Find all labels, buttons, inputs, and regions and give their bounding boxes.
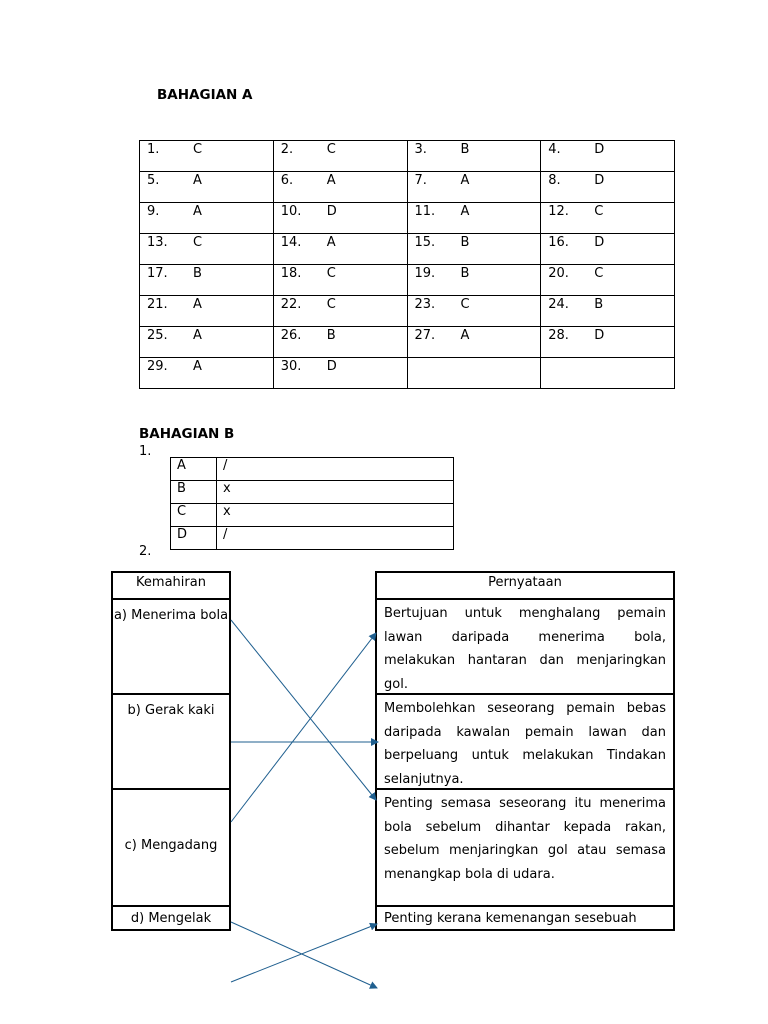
answer-letter: D [594, 328, 605, 343]
answer-cell [541, 265, 675, 296]
skill-d: d) Mengelak [130, 911, 212, 926]
answer-cell [407, 172, 541, 203]
skill-c: c) Mengadang [113, 790, 229, 907]
answer-letter: A [193, 328, 202, 343]
answer-cell [407, 203, 541, 234]
answer-letter: A [193, 173, 202, 188]
answer-letter: B [460, 235, 470, 250]
answer-letter: A [460, 328, 470, 343]
answer-key-table [139, 140, 675, 389]
question-number: 28. [548, 328, 569, 343]
question-number: 1. [147, 142, 160, 157]
answer-letter: A [326, 173, 336, 188]
answer-cell [273, 358, 407, 389]
answer-letter: A [193, 359, 202, 374]
answer-cell [273, 203, 407, 234]
skill-b: b) Gerak kaki [113, 695, 229, 790]
question-number: 23. [414, 297, 436, 312]
tf-row [171, 458, 454, 481]
answer-letter: C [193, 142, 203, 157]
question-number: 30. [280, 359, 302, 374]
answer-letter: C [594, 266, 604, 281]
tf-row [171, 481, 454, 504]
answer-letter: A [326, 235, 336, 250]
tf-option: C [171, 504, 217, 527]
question-number: 27. [414, 328, 436, 343]
question-number: 19. [414, 266, 436, 281]
question-number: 11. [414, 204, 436, 219]
question-number: 10. [280, 204, 302, 219]
question-number: 26. [280, 328, 302, 343]
question-1-label: 1. [139, 444, 152, 459]
answer-row [140, 203, 675, 234]
answer-cell [541, 296, 675, 327]
statements-header: Pernyataan [377, 573, 673, 600]
answer-cell [273, 141, 407, 172]
question-number: 5. [147, 173, 160, 188]
question-number: 4. [548, 142, 561, 157]
statement-1: Bertujuan untuk menghalang pemain lawan daripada menerima bola, melakukan hantaran dan menjaringkan gol. [377, 600, 673, 695]
answer-cell [541, 327, 675, 358]
answer-cell [541, 358, 675, 389]
question-number: 29. [147, 359, 168, 374]
answer-row [140, 296, 675, 327]
answer-cell [273, 265, 407, 296]
question-number: 12. [548, 204, 569, 219]
question-number: 25. [147, 328, 168, 343]
tf-option: A [171, 458, 217, 481]
skills-header: Kemahiran [113, 573, 229, 600]
answer-letter: B [460, 266, 470, 281]
question-number: 22. [280, 297, 302, 312]
answer-cell [273, 327, 407, 358]
answer-cell [541, 141, 675, 172]
answer-letter: B [594, 297, 604, 312]
answer-cell [140, 141, 274, 172]
statement-4: Penting kerana kemenangan sesebuah [384, 911, 637, 926]
answer-letter: C [594, 204, 604, 219]
statement-2: Membolehkan seseorang pemain bebas daripada kawalan pemain lawan dan berpeluang untuk melakukan Tindakan selanjutnya. [377, 695, 673, 790]
answer-cell [140, 296, 274, 327]
tf-row [171, 504, 454, 527]
question-number: 9. [147, 204, 160, 219]
question-number: 14. [280, 235, 302, 250]
question-number: 3. [414, 142, 427, 157]
tf-option: D [171, 527, 217, 550]
section-a-title: BAHAGIAN A [157, 87, 253, 103]
answer-cell [407, 358, 541, 389]
question-number: 20. [548, 266, 569, 281]
answer-row [140, 265, 675, 296]
question-number: 17. [147, 266, 168, 281]
question-number: 7. [414, 173, 427, 188]
answer-row [140, 327, 675, 358]
question-number: 8. [548, 173, 561, 188]
answer-cell [140, 203, 274, 234]
question-number [415, 368, 461, 369]
question-number: 2. [280, 142, 294, 157]
true-false-table [170, 457, 454, 550]
answer-letter: D [594, 235, 605, 250]
answer-cell [140, 358, 274, 389]
skill-a: a) Menerima bola [113, 600, 229, 695]
answer-row [140, 234, 675, 265]
statement-3: Penting semasa seseorang itu menerima bola sebelum dihantar kepada rakan, sebelum menjaringkan gol atau semasa menangkap bola di udara. [377, 790, 673, 907]
question-number: 24. [548, 297, 569, 312]
answer-cell [140, 172, 274, 203]
answer-row [140, 172, 675, 203]
answer-cell [541, 203, 675, 234]
answer-cell [407, 234, 541, 265]
question-number: 18. [280, 266, 302, 281]
question-number: 21. [147, 297, 168, 312]
answer-cell [273, 172, 407, 203]
answer-letter: C [326, 142, 336, 157]
answer-letter: B [460, 142, 470, 157]
answer-letter: D [594, 173, 605, 188]
answer-cell [407, 327, 541, 358]
answer-cell [140, 265, 274, 296]
answer-letter: A [460, 173, 470, 188]
answer-letter: C [326, 266, 336, 281]
answer-row [140, 141, 675, 172]
answer-row [140, 358, 675, 389]
answer-cell [541, 172, 675, 203]
answer-cell [140, 234, 274, 265]
answer-cell [407, 296, 541, 327]
answer-letter: D [326, 359, 337, 374]
question-number: 15. [414, 235, 436, 250]
answer-cell [273, 234, 407, 265]
tf-row [171, 527, 454, 550]
question-2-label: 2. [139, 544, 152, 559]
question-number: 13. [147, 235, 168, 250]
question-number [548, 368, 594, 369]
answer-letter: D [326, 204, 337, 219]
answer-letter: D [594, 142, 605, 157]
answer-cell [407, 141, 541, 172]
arrow-a-to-3 [231, 620, 376, 800]
section-b-title: BAHAGIAN B [139, 426, 235, 442]
skills-column [111, 571, 231, 931]
answer-letter: C [460, 297, 470, 312]
statements-column [375, 571, 675, 931]
tf-mark: / [217, 458, 454, 481]
arrow-in-to-4 [231, 924, 377, 982]
answer-letter: C [193, 235, 203, 250]
answer-letter: A [193, 204, 202, 219]
tf-mark: x [217, 481, 454, 504]
arrow-c-to-1 [231, 633, 376, 822]
answer-letter: A [460, 204, 470, 219]
question-number: 6. [280, 173, 294, 188]
tf-mark: x [217, 504, 454, 527]
answer-letter: B [326, 328, 336, 343]
answer-letter: B [193, 266, 202, 281]
answer-letter: A [193, 297, 202, 312]
answer-letter: C [326, 297, 336, 312]
answer-cell [407, 265, 541, 296]
question-number: 16. [548, 235, 569, 250]
tf-mark: / [217, 527, 454, 550]
arrow-d-out [231, 922, 377, 988]
answer-cell [273, 296, 407, 327]
tf-option: B [171, 481, 217, 504]
answer-cell [541, 234, 675, 265]
answer-cell [140, 327, 274, 358]
